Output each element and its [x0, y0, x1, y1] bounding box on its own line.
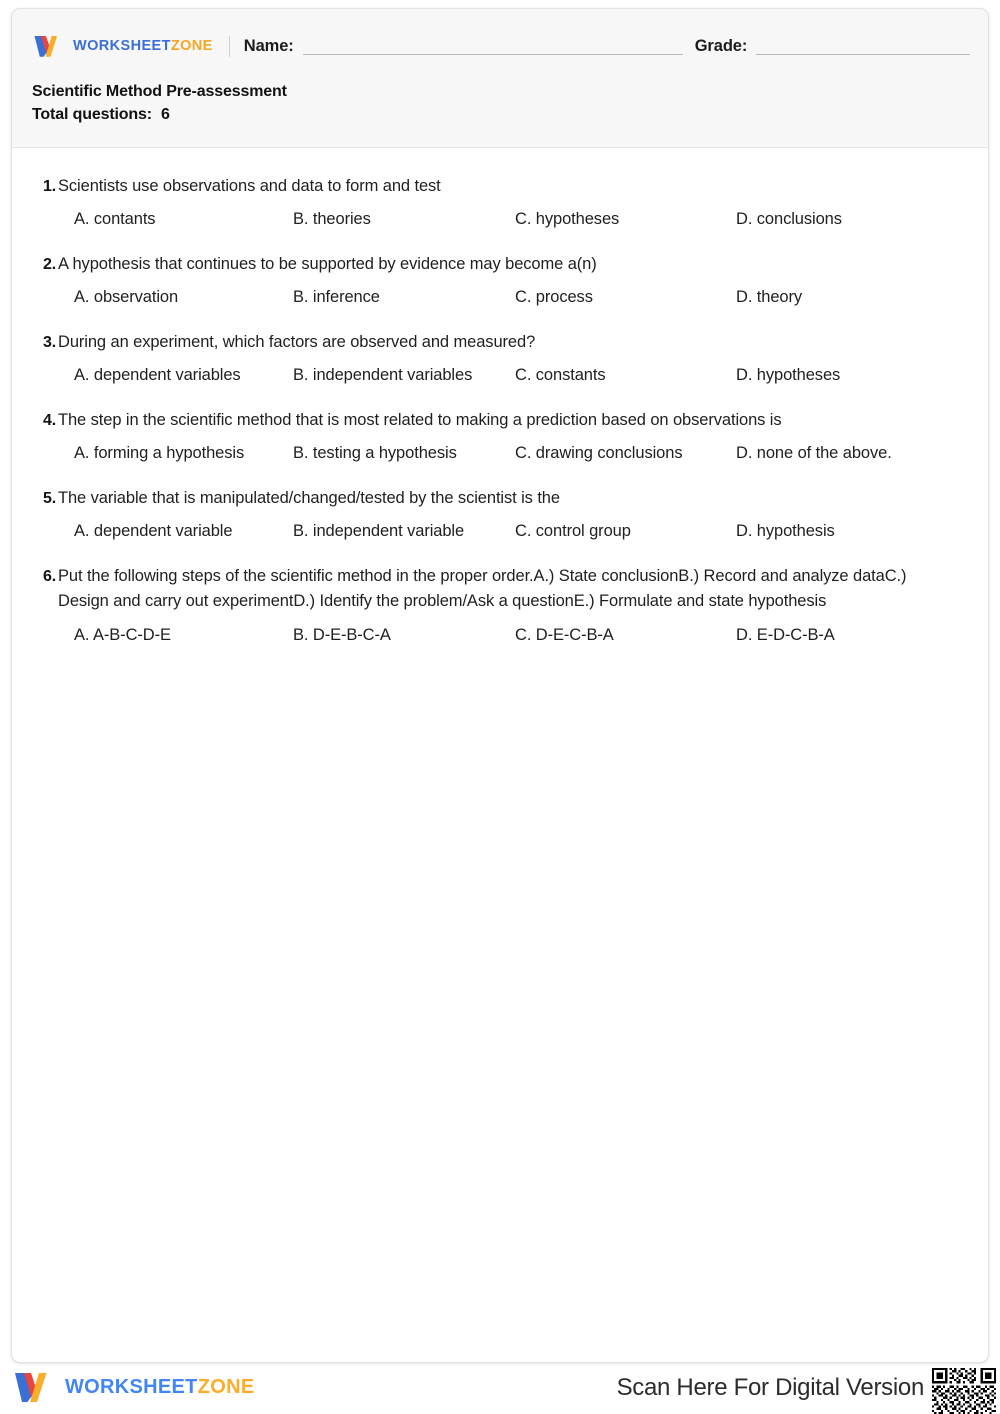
option-c[interactable]: C. control group — [515, 522, 631, 541]
question-text: The step in the scientific method that is most related to making a prediction based on observations is — [58, 411, 782, 430]
grade-field-label: Grade: — [694, 36, 748, 55]
header-name-grade-row — [32, 31, 970, 61]
option-c[interactable]: C. D-E-C-B-A — [515, 625, 614, 644]
option-d[interactable]: D. hypothesis — [736, 522, 835, 541]
question-number: 3. — [43, 334, 56, 352]
brand-name-zone: ZONE — [170, 37, 213, 54]
question-options — [69, 522, 958, 542]
question-text: Put the following steps of the scientific method in the proper order.A.) State conclusionB.) Record and analyze dataC.) Design and carry out experimentD.) Identify the problem/Ask a questionE.) Formulate and state hypothesis — [58, 567, 907, 611]
question-text: The variable that is manipulated/changed/tested by the scientist is the — [58, 489, 560, 508]
worksheet-meta — [32, 81, 287, 126]
option-b[interactable]: B. testing a hypothesis — [293, 444, 457, 463]
option-c[interactable]: C. constants — [515, 366, 606, 385]
worksheet-title: Scientific Method Pre-assessment — [32, 83, 287, 100]
total-questions — [32, 104, 287, 127]
worksheet-zone-logo-icon — [12, 1370, 56, 1404]
brand-name-zone: ZONE — [197, 1376, 255, 1398]
option-a[interactable]: A. contants — [74, 210, 156, 229]
question-text: During an experiment, which factors are observed and measured? — [58, 333, 536, 352]
option-a[interactable]: A. forming a hypothesis — [74, 444, 245, 463]
question-number: 2. — [43, 256, 56, 274]
option-a[interactable]: A. A-B-C-D-E — [74, 625, 171, 644]
question-text: A hypothesis that continues to be supported by evidence may become a(n) — [58, 255, 597, 274]
question-options — [69, 366, 958, 386]
question-options — [69, 626, 958, 646]
questions-list — [12, 148, 988, 646]
option-b[interactable]: B. inference — [293, 288, 380, 307]
option-a[interactable]: A. observation — [74, 288, 179, 307]
name-field-line[interactable] — [303, 54, 683, 55]
brand-logo-footer[interactable] — [12, 1370, 254, 1404]
question-head — [32, 408, 958, 433]
question-options — [69, 444, 958, 464]
brand-name-worksheet: WORKSHEET — [73, 37, 171, 54]
option-c[interactable]: C. drawing conclusions — [515, 444, 683, 463]
option-b[interactable]: B. independent variable — [293, 522, 465, 541]
question-head — [32, 486, 958, 511]
worksheet-card — [11, 8, 989, 1363]
total-questions-count: 6 — [160, 105, 170, 123]
question-head — [32, 564, 958, 614]
question-head — [32, 330, 958, 355]
question-number: 4. — [43, 412, 56, 430]
question-item — [32, 174, 958, 230]
question-item — [32, 408, 958, 464]
option-d[interactable]: D. theory — [736, 288, 803, 307]
question-item — [32, 486, 958, 542]
option-b[interactable]: B. independent variables — [293, 366, 473, 385]
worksheet-header — [12, 9, 988, 148]
option-d[interactable]: D. none of the above. — [736, 444, 892, 463]
option-b[interactable]: B. D-E-B-C-A — [293, 625, 391, 644]
total-questions-label: Total questions: — [32, 105, 152, 123]
question-head — [32, 252, 958, 277]
qr-code-icon[interactable] — [932, 1368, 996, 1414]
question-item — [32, 564, 958, 645]
question-options — [69, 288, 958, 308]
question-head — [32, 174, 958, 199]
scan-prompt-text: Scan Here For Digital Version — [616, 1374, 924, 1401]
brand-logo-text — [73, 39, 213, 54]
brand-logo-header — [32, 33, 213, 59]
option-a[interactable]: A. dependent variables — [74, 366, 241, 385]
name-field-label: Name: — [243, 36, 294, 55]
grade-field-line[interactable] — [756, 54, 970, 55]
question-number: 1. — [43, 178, 56, 195]
question-options — [69, 210, 958, 230]
option-d[interactable]: D. E-D-C-B-A — [736, 625, 835, 644]
header-divider — [229, 36, 230, 57]
page-footer — [0, 1366, 1000, 1414]
question-text: Scientists use observations and data to form and test — [58, 177, 441, 195]
option-b[interactable]: B. theories — [293, 210, 371, 229]
brand-name-worksheet: WORKSHEET — [65, 1376, 198, 1398]
option-d[interactable]: D. hypotheses — [736, 366, 841, 385]
option-d[interactable]: D. conclusions — [736, 210, 842, 229]
question-item — [32, 330, 958, 386]
worksheet-zone-logo-icon — [32, 33, 66, 59]
option-a[interactable]: A. dependent variable — [74, 522, 233, 541]
question-item — [32, 252, 958, 308]
question-number: 6. — [43, 568, 56, 586]
option-c[interactable]: C. hypotheses — [515, 210, 620, 229]
question-number: 5. — [43, 490, 56, 508]
option-c[interactable]: C. process — [515, 288, 593, 307]
brand-logo-text — [65, 1377, 254, 1397]
